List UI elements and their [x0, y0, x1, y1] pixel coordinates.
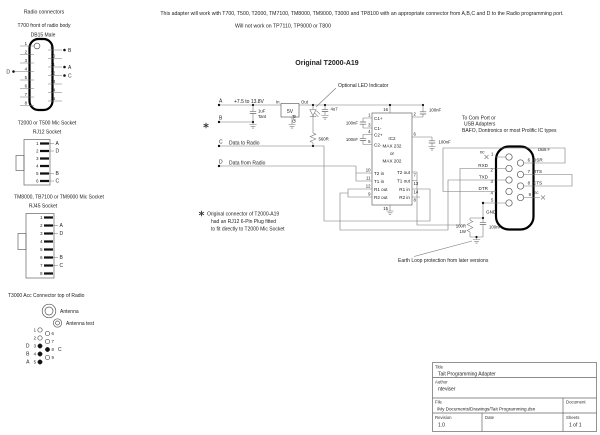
- title-value: Tait Programming Adapter: [438, 371, 496, 378]
- max232-ic: [366, 107, 419, 215]
- star-icon: [199, 211, 204, 217]
- svg-text:RTS: RTS: [533, 169, 543, 174]
- rj12-pin-bars: [40, 144, 49, 182]
- ic-name1: MAX 232: [382, 143, 402, 149]
- radio-terminals: [204, 99, 266, 167]
- ground-icon: [386, 211, 393, 215]
- svg-text:C: C: [68, 73, 72, 80]
- svg-text:3: 3: [36, 156, 39, 162]
- svg-text:DTR: DTR: [478, 186, 488, 191]
- svg-text:10: 10: [50, 53, 56, 59]
- svg-text:9: 9: [528, 192, 531, 197]
- svg-text:4: 4: [490, 190, 493, 196]
- rj45-clip: [18, 234, 26, 250]
- t3000-pins-left: [26, 328, 42, 366]
- svg-text:6: 6: [36, 178, 39, 184]
- svg-text:T1 in: T1 in: [374, 179, 385, 184]
- cap-4u7-value: 4u7: [330, 106, 338, 112]
- cap-100nf-value: 100nF: [429, 107, 442, 113]
- db9-right-labels: [528, 158, 544, 198]
- cap-100nf-value: 100nF: [345, 137, 358, 142]
- svg-text:5: 5: [40, 247, 43, 253]
- svg-text:R1 in: R1 in: [399, 187, 410, 192]
- svg-text:14: 14: [413, 189, 419, 195]
- rj12-connector: [16, 121, 77, 186]
- db15-connector: [6, 23, 72, 110]
- svg-text:8: 8: [40, 271, 43, 277]
- svg-text:10: 10: [365, 167, 371, 173]
- antenna-test-inner-circle: [56, 321, 60, 325]
- svg-text:4: 4: [33, 351, 36, 357]
- svg-text:T1 out: T1 out: [396, 178, 410, 184]
- svg-text:1: 1: [40, 215, 43, 221]
- svg-text:DSR: DSR: [533, 157, 543, 163]
- resistor-560-zigzag: [310, 133, 316, 143]
- svg-text:C: C: [55, 178, 60, 185]
- rj12-caption2: RJ12 Socket: [32, 129, 62, 136]
- svg-text:6: 6: [51, 331, 54, 337]
- svg-text:nc: nc: [480, 149, 485, 155]
- svg-text:C: C: [59, 263, 64, 270]
- led-note-leader: [316, 88, 336, 107]
- db15-caption2: DB15 Male: [30, 32, 56, 39]
- t3000-connector: [8, 293, 95, 366]
- svg-text:8: 8: [527, 180, 530, 186]
- compat-note-line1: This adapter will work with T700, T500, T2000, TM7100, TM8000, TM9000, T3000 and TP8100 with an appropriate connector from A,B,C and D to the Radio programming port.: [160, 11, 564, 17]
- svg-text:8: 8: [51, 347, 54, 353]
- ground-icon: [428, 147, 435, 151]
- svg-text:2: 2: [24, 49, 27, 55]
- data-from-radio-label: Data from Radio: [229, 160, 266, 167]
- cap-1uf-plates: [250, 111, 256, 113]
- svg-text:15: 15: [50, 96, 56, 101]
- ic-ref: IC2: [388, 136, 396, 141]
- revision-label: Revision: [435, 415, 452, 420]
- svg-text:3: 3: [24, 58, 27, 63]
- data-to-radio-label: Data to Radio: [229, 140, 260, 147]
- resistor-100-wattage: 1W: [459, 229, 466, 234]
- db9-label: DB9 F: [538, 147, 551, 152]
- svg-text:2: 2: [490, 167, 493, 173]
- ground-icon: [288, 125, 295, 129]
- cap-100nf-value: 100nF: [345, 120, 358, 126]
- svg-text:D: D: [55, 148, 60, 155]
- revision-value: 1.0: [438, 422, 445, 429]
- svg-text:A: A: [59, 223, 63, 230]
- svg-text:1: 1: [36, 141, 39, 147]
- svg-text:1: 1: [491, 151, 494, 157]
- svg-text:8: 8: [413, 197, 416, 203]
- title-block: [433, 363, 597, 432]
- svg-text:5: 5: [24, 75, 27, 80]
- svg-text:1: 1: [24, 41, 27, 46]
- svg-text:T2 out: T2 out: [396, 170, 410, 175]
- svg-text:3: 3: [490, 179, 493, 184]
- rj45-caption2: RJ45 Socket: [28, 203, 58, 210]
- svg-text:C1+: C1+: [374, 116, 383, 121]
- star-note-line3: to fit directly to T2000 Mic Socket: [211, 226, 285, 233]
- resistor-100-zigzag: [467, 220, 473, 232]
- sheets-value: 1 of 1: [569, 422, 582, 429]
- document-label: Document: [566, 399, 586, 405]
- regulator-out-label: Out: [301, 99, 308, 105]
- svg-text:9: 9: [50, 45, 53, 50]
- t3000-pins-right: [45, 331, 62, 360]
- svg-text:6: 6: [527, 157, 530, 163]
- svg-text:6: 6: [24, 83, 27, 89]
- cap-1uf-type: Tant: [258, 114, 267, 119]
- rj12-pin-numbers: [36, 141, 39, 184]
- cap-100nf-value: 100nF: [489, 224, 502, 230]
- regulator-in-label: In: [275, 99, 280, 105]
- svg-text:2: 2: [413, 111, 416, 117]
- svg-text:C2-: C2-: [374, 142, 382, 148]
- cap-1uf: [249, 109, 267, 129]
- earth-loop-network: [398, 217, 502, 264]
- svg-text:4: 4: [36, 163, 39, 169]
- db9-caption3: BAFO, Dontronics or most Prolific IC types: [462, 128, 557, 134]
- star-icon: [204, 123, 209, 129]
- svg-text:R1 out: R1 out: [374, 187, 388, 192]
- db9-left-labels: [478, 150, 497, 215]
- svg-text:12: 12: [365, 183, 371, 189]
- svg-text:3: 3: [40, 231, 43, 237]
- svg-text:2: 2: [40, 223, 43, 229]
- svg-text:D: D: [6, 69, 10, 76]
- ic-conj: or: [389, 151, 395, 156]
- antenna-inner-circle: [45, 307, 53, 315]
- file-label: File: [435, 399, 442, 405]
- db9-caption2: USB Adapters: [464, 121, 496, 128]
- earth-note: Earth Loop protection from later versions: [398, 258, 489, 264]
- svg-text:4: 4: [24, 66, 27, 72]
- svg-text:7: 7: [527, 169, 530, 174]
- svg-text:B: B: [55, 171, 59, 178]
- compat-note-line2: Will not work on TP7110, TP9000 or T800: [235, 23, 331, 30]
- svg-text:C1-: C1-: [374, 126, 382, 131]
- svg-text:11: 11: [50, 62, 55, 67]
- svg-text:TXD: TXD: [478, 174, 488, 180]
- svg-text:16: 16: [383, 107, 388, 112]
- svg-text:A: A: [55, 141, 59, 148]
- svg-text:7: 7: [24, 92, 27, 97]
- svg-text:13: 13: [50, 79, 56, 84]
- author-value: nteviser: [438, 386, 456, 393]
- svg-text:B: B: [59, 255, 63, 262]
- svg-text:GND: GND: [486, 209, 497, 215]
- voltage-regulator: [276, 100, 309, 124]
- svg-text:nc: nc: [534, 190, 539, 195]
- cap-4u7-plates: [322, 109, 328, 111]
- ground-icon: [473, 240, 480, 244]
- schematic-title: Original T2000-A19: [295, 60, 359, 67]
- t3000-caption: T3000 Acc Connector top of Radio: [8, 293, 85, 299]
- date-label: Date: [485, 415, 495, 420]
- svg-text:15: 15: [383, 206, 388, 211]
- svg-text:B: B: [26, 351, 30, 358]
- rj45-signal-labels: [60, 223, 64, 269]
- svg-text:5: 5: [36, 171, 39, 177]
- rj12-signal-labels: [56, 141, 60, 185]
- svg-text:7: 7: [413, 172, 416, 178]
- svg-text:9: 9: [51, 355, 54, 361]
- svg-text:12: 12: [50, 70, 56, 76]
- svg-text:C2+: C2+: [374, 132, 383, 138]
- title-label: Title: [435, 364, 443, 370]
- supply-voltage-label: +7.5 to 13.8V: [234, 99, 264, 105]
- svg-text:B: B: [68, 47, 72, 54]
- db15-pin-circles: [34, 43, 40, 49]
- svg-text:8: 8: [24, 100, 27, 106]
- sheets-label: Sheets: [566, 415, 580, 420]
- svg-text:RXD: RXD: [478, 163, 488, 168]
- rj45-pin-bars: [44, 218, 53, 274]
- ic-right-pin-names: [397, 170, 411, 200]
- terminal-a: A: [219, 98, 223, 105]
- cap-100nf-value: 100nF: [438, 139, 451, 145]
- rj12-clip: [16, 156, 24, 171]
- svg-text:C: C: [58, 347, 62, 354]
- svg-text:2: 2: [33, 335, 36, 341]
- svg-text:9: 9: [368, 191, 371, 197]
- left-panel-title: Radio connectors: [23, 9, 65, 16]
- svg-text:3: 3: [33, 343, 36, 349]
- terminal-d: D: [219, 159, 223, 166]
- svg-text:7: 7: [51, 339, 54, 345]
- file-value: /My Documents/Drawings/Tait Programming.dsn: [437, 406, 536, 412]
- svg-text:CTS: CTS: [533, 180, 543, 186]
- svg-text:A: A: [26, 359, 30, 366]
- star-note: [199, 211, 285, 233]
- svg-text:6: 6: [40, 255, 43, 261]
- svg-text:D: D: [59, 231, 64, 238]
- svg-text:5: 5: [33, 359, 36, 365]
- svg-text:7: 7: [40, 263, 43, 269]
- ic-name2: MAX 202: [382, 158, 402, 164]
- svg-text:11: 11: [366, 175, 371, 181]
- db9-connector: [443, 116, 572, 230]
- svg-text:D: D: [25, 343, 30, 350]
- db15-caption1: T700 front of radio body: [17, 23, 71, 29]
- cap-1uf-value: 1uF: [258, 108, 266, 114]
- svg-text:13: 13: [413, 181, 419, 186]
- db9-pin-circles: [506, 154, 524, 206]
- cap-4u7: [321, 107, 338, 120]
- resistor-560-value: 560R: [318, 136, 329, 142]
- regulator-label: 5V: [286, 109, 294, 115]
- svg-text:R2 out: R2 out: [374, 195, 388, 200]
- terminal-c: C: [219, 139, 223, 146]
- antenna-label: Antenna: [60, 309, 79, 315]
- svg-text:6: 6: [413, 131, 416, 137]
- led-indicator: [310, 110, 329, 143]
- db9-caption1: To Com Port or: [462, 115, 496, 122]
- rj12-caption1: T2000 or T500 Mic Socket: [17, 120, 77, 127]
- resistor-100-value: 100R: [455, 223, 466, 229]
- terminal-b: B: [219, 115, 223, 122]
- rj45-caption1: TM8000, TB7100 or TM9000 Mic Socket: [14, 194, 104, 201]
- author-label: Author: [435, 379, 448, 385]
- svg-text:1: 1: [368, 112, 371, 118]
- svg-text:1: 1: [33, 327, 36, 333]
- svg-text:T2 in: T2 in: [374, 171, 385, 176]
- cap-100nf-plates: [480, 222, 486, 224]
- svg-text:A: A: [68, 64, 72, 71]
- db15-signal-labels: [6, 48, 72, 80]
- rj45-pin-numbers: [40, 215, 43, 276]
- svg-text:2: 2: [36, 148, 39, 154]
- svg-text:3: 3: [368, 122, 371, 128]
- led-triangle: [310, 110, 316, 116]
- db15-body: [30, 39, 53, 110]
- rj45-connector: [14, 195, 104, 279]
- svg-text:5: 5: [368, 139, 371, 144]
- led-note: Optional LED Indicator: [338, 83, 389, 89]
- regulator-gnd-label: Gnd: [291, 114, 297, 123]
- svg-text:4: 4: [40, 239, 43, 245]
- svg-text:R2 in: R2 in: [399, 195, 410, 200]
- svg-text:4: 4: [368, 129, 371, 134]
- earth-note-leader: [414, 241, 472, 257]
- ground-icon: [249, 125, 256, 129]
- svg-text:5: 5: [491, 197, 494, 203]
- cap-plates: [360, 112, 435, 143]
- svg-text:14: 14: [50, 87, 56, 93]
- antenna-test-label: Antenna test: [66, 321, 95, 327]
- star-note-line2: had an RJ12 6-Pin Plug fitted: [211, 219, 277, 225]
- star-note-line1: Original connector of T2000-A19: [207, 211, 280, 218]
- ground-icon: [321, 116, 328, 120]
